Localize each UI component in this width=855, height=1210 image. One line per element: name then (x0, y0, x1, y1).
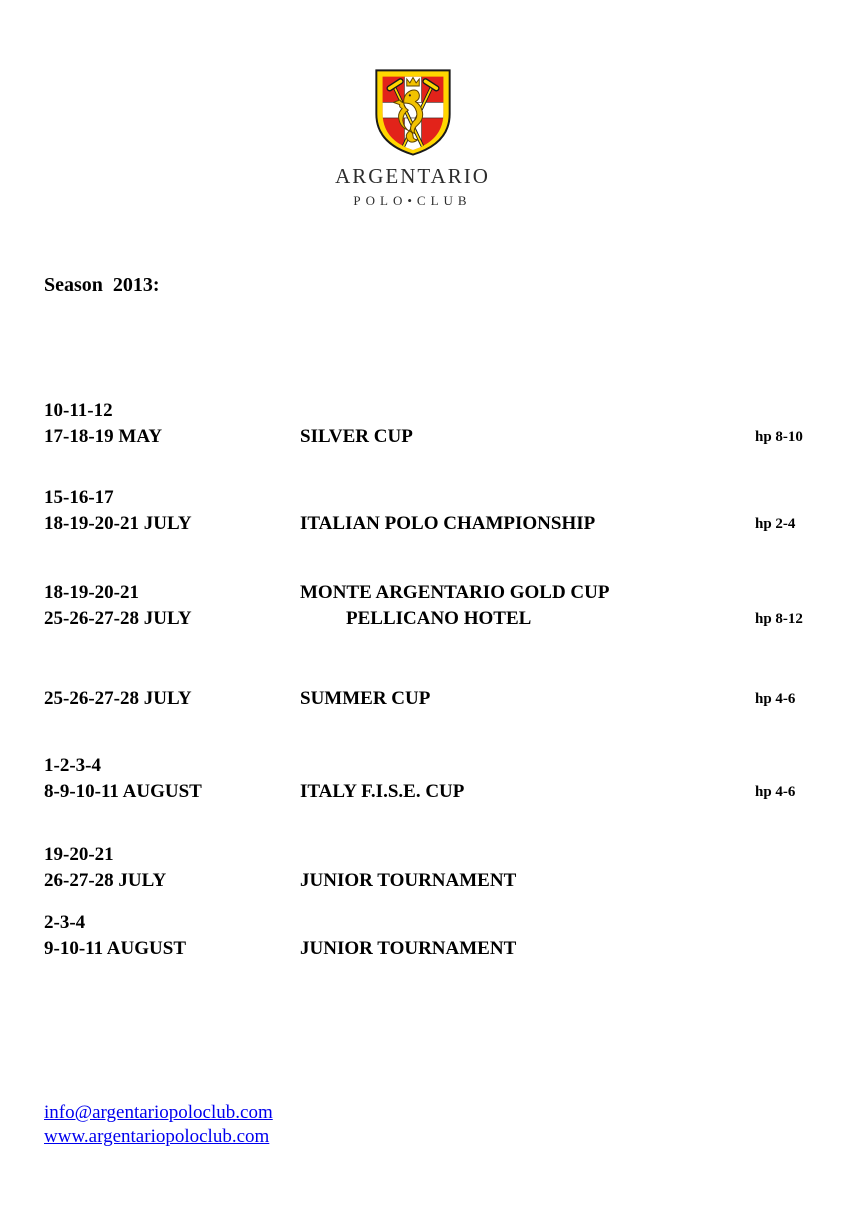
handicap-range: hp 2-4 (755, 516, 796, 532)
dates-line: 18-19-20-21 (44, 582, 139, 603)
handicap-range: hp 8-12 (755, 611, 803, 627)
season-heading: Season 2013: (44, 274, 160, 296)
event-name: JUNIOR TOURNAMENT (300, 870, 517, 891)
club-name: ARGENTARIO (335, 164, 490, 188)
entry-dates (44, 580, 300, 632)
entry-event (300, 511, 755, 537)
dates-line: 8-9-10-11 AUGUST (44, 781, 202, 802)
entry-dates (44, 686, 300, 712)
club-logo (330, 68, 495, 209)
dates-line: 25-26-27-28 JULY (44, 608, 192, 629)
dates-line: 18-19-20-21 JULY (44, 513, 192, 534)
entry-dates (44, 398, 300, 450)
email-link[interactable]: info@argentariopoloclub.com (44, 1102, 273, 1123)
entry-dates (44, 485, 300, 537)
schedule-entry (44, 485, 839, 537)
entry-event (300, 424, 755, 450)
entry-dates (44, 842, 300, 894)
handicap-range: hp 4-6 (755, 784, 796, 800)
event-name: ITALIAN POLO CHAMPIONSHIP (300, 513, 596, 534)
handicap-range: hp 4-6 (755, 691, 796, 707)
website-link[interactable]: www.argentariopoloclub.com (44, 1126, 270, 1147)
dates-line: 10-11-12 (44, 400, 113, 421)
schedule-entry (44, 398, 839, 450)
dates-line: 15-16-17 (44, 487, 114, 508)
tournament-schedule (44, 398, 839, 962)
schedule-entry (44, 842, 839, 894)
schedule-entry (44, 686, 839, 712)
entry-dates (44, 910, 300, 962)
entry-event (300, 868, 755, 894)
dates-line: 26-27-28 JULY (44, 870, 167, 891)
dates-line: 1-2-3-4 (44, 755, 101, 776)
event-name: JUNIOR TOURNAMENT (300, 938, 517, 959)
schedule-entry (44, 910, 839, 962)
event-name: MONTE ARGENTARIO GOLD CUP (300, 582, 610, 603)
entry-event (300, 580, 755, 632)
polo-club-crest-icon (374, 68, 452, 157)
dates-line: 17-18-19 MAY (44, 426, 163, 447)
entry-event (300, 686, 755, 712)
entry-event (300, 936, 755, 962)
dates-line: 2-3-4 (44, 912, 86, 933)
event-name: SUMMER CUP (300, 688, 431, 709)
event-name: ITALY F.I.S.E. CUP (300, 781, 465, 802)
schedule-entry (44, 580, 839, 632)
dates-line: 19-20-21 (44, 844, 114, 865)
dates-line: 9-10-11 AUGUST (44, 938, 186, 959)
entry-event (300, 779, 755, 805)
schedule-entry (44, 753, 839, 805)
contact-links (44, 1101, 273, 1149)
entry-dates (44, 753, 300, 805)
handicap-range: hp 8-10 (755, 429, 803, 445)
club-subtitle: POLO•CLUB (353, 193, 472, 208)
event-name: SILVER CUP (300, 426, 413, 447)
dates-line: 25-26-27-28 JULY (44, 688, 192, 709)
event-venue: PELLICANO HOTEL (346, 608, 532, 629)
